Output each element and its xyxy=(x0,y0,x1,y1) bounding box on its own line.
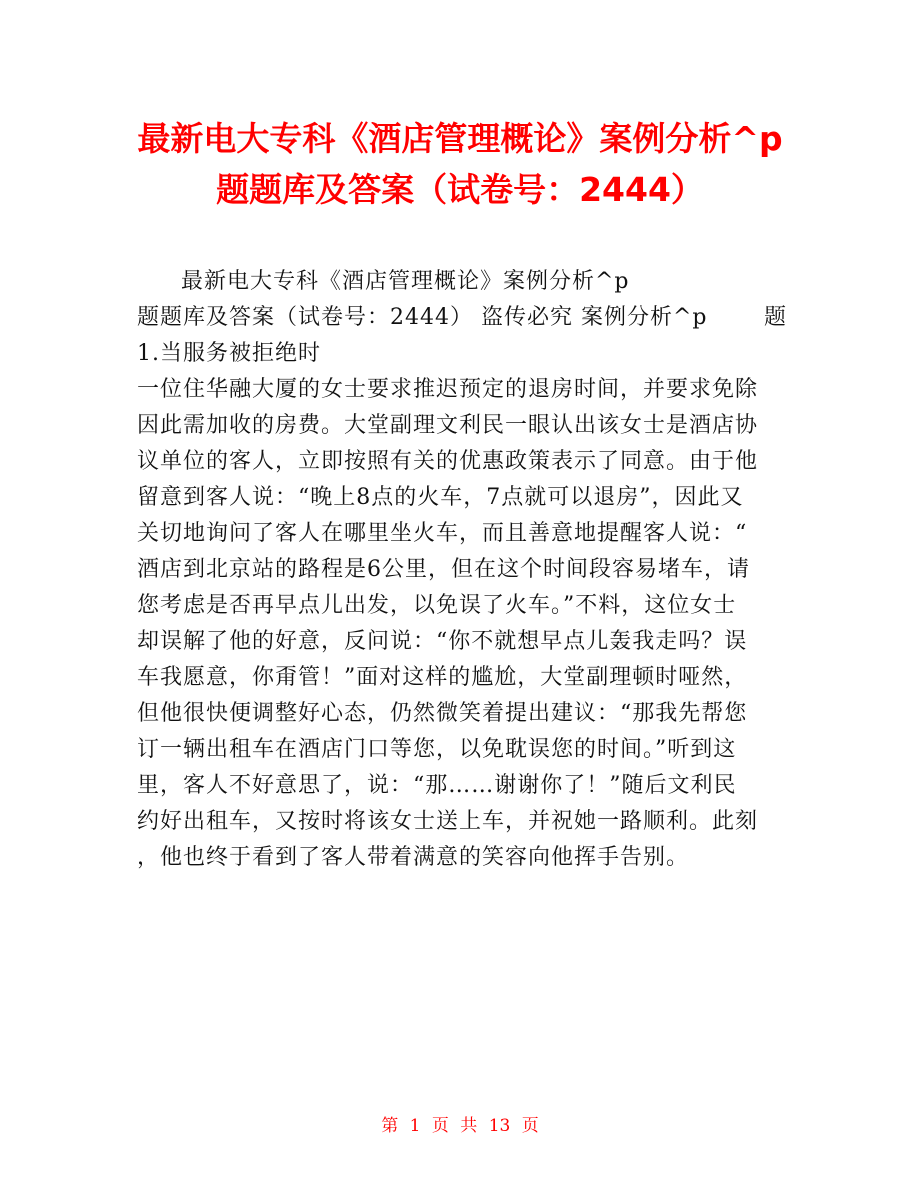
body-line: 却误解了他的好意，反问说：“你不就想早点儿轰我走吗？误 xyxy=(137,629,748,654)
body-line: 议单位的客人，立即按照有关的优惠政策表示了同意。由于他 xyxy=(137,449,759,474)
document-title-line-2: 题题库及答案（试卷号：2444） xyxy=(216,170,704,209)
body-line-text: 题题库及答案（试卷号：2444） 盗传必究 案例分析^p xyxy=(137,305,708,330)
body-line: 关切地询问了客人在哪里坐火车，而且善意地提醒客人说：“ xyxy=(137,521,748,546)
document-body xyxy=(137,264,787,876)
body-line: 车我愿意，你甭管！”面对这样的尴尬，大堂副理顿时哑然， xyxy=(137,665,748,690)
body-line: 您考虑是否再早点儿出发，以免误了火车。”不料，这位女士 xyxy=(137,593,737,618)
body-line-tail: 题 xyxy=(763,305,787,330)
body-line: ，他也终于看到了客人带着满意的笑容向他挥手告别。 xyxy=(137,845,690,870)
body-line: 一位住华融大厦的女士要求推迟预定的退房时间，并要求免除 xyxy=(137,377,759,402)
document-title-line-1: 最新电大专科《酒店管理概论》案例分析^p xyxy=(137,119,783,158)
body-line: 留意到客人说：“晚上8点的火车，7点就可以退房”，因此又 xyxy=(137,485,744,510)
body-line: 约好出租车，又按时将该女士送上车，并祝她一路顺利。此刻 xyxy=(137,809,759,834)
question-heading: 1.当服务被拒绝时 xyxy=(137,341,321,366)
page-number-footer: 第 1 页 共 13 页 xyxy=(381,1116,539,1136)
body-line: 最新电大专科《酒店管理概论》案例分析^p xyxy=(181,269,630,294)
body-line: 但他很快便调整好心态，仍然微笑着提出建议：“那我先帮您 xyxy=(137,701,748,726)
body-line xyxy=(137,300,787,336)
body-line: 里，客人不好意思了，说：“那……谢谢你了！”随后文利民 xyxy=(137,773,737,798)
body-line: 因此需加收的房费。大堂副理文利民一眼认出该女士是酒店协 xyxy=(137,413,759,438)
body-line: 订一辆出租车在酒店门口等您，以免耽误您的时间。”听到这 xyxy=(137,737,737,762)
body-line: 酒店到北京站的路程是6公里，但在这个时间段容易堵车，请 xyxy=(137,557,750,582)
